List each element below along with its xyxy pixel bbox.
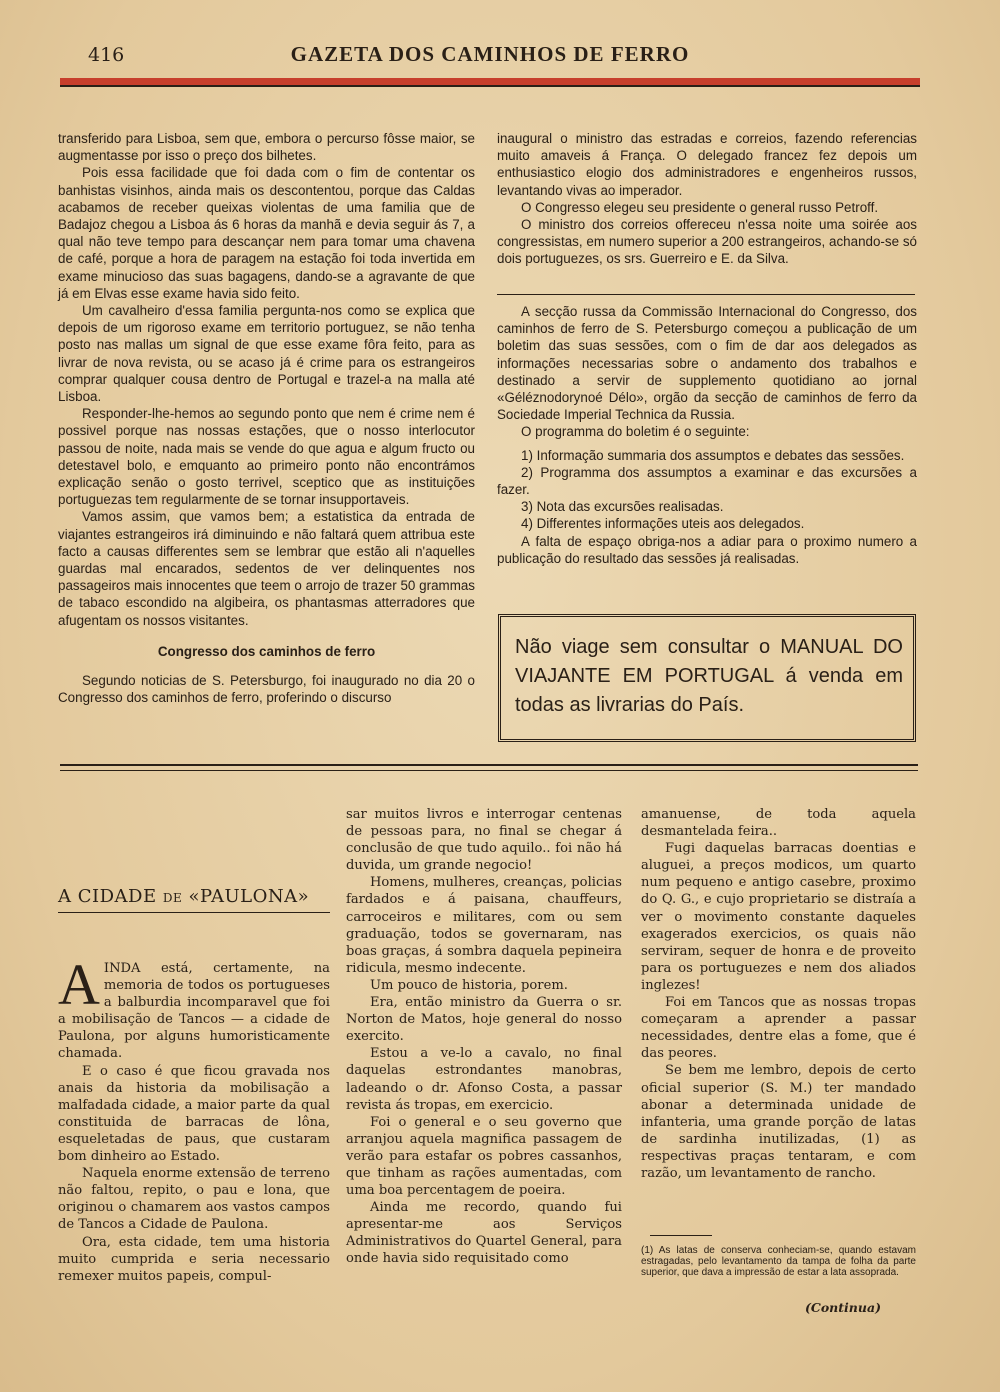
column-divider xyxy=(497,294,915,296)
paragraph: amanuense, de toda aquela desmantelada feira.. xyxy=(641,807,916,840)
advert-text: Não viage sem consultar o MANUAL DO VIAJANTE EM PORTUGAL á venda em todas as livrarias do País. xyxy=(515,636,903,716)
paragraph: Era, então ministro da Guerra o sr. Norton de Matos, hoje general do nosso exercito. xyxy=(346,995,622,1045)
paragraph: Pois essa facilidade que foi dada com o fim de contentar os banhistas visinhos, ainda mais os descontentou, porque das Caldas acabamos de receber queixas violentas de uma familia que de Badajoz chegou a Lisboa ás 6 horas da manhã e devia seguir ás 7, a qual não teve tempo para descançar nem para tomar uma chavena de café, porque a hora de paragem na estação foi toda invertida em exame minucioso das suas bagagens, dando-se a agravante de que já em Elvas esse exame havia sido feito. xyxy=(58,165,475,301)
list-item: 3) Nota das excursões realisadas. xyxy=(521,499,724,515)
paragraph: Se bem me lembro, depois de certo oficial superior (S. M.) ter mandado abonar a determinada unidade de infanteria, uma grande porção de latas de sardinha inutilizadas, (1) as respectivas praças tentaram, e com razão, um levantamento de rancho. xyxy=(641,1063,916,1181)
section-heading: Congresso dos caminhos de ferro xyxy=(157,643,376,659)
column-top-right xyxy=(497,130,917,268)
continued-label: (Continua) xyxy=(804,1300,881,1315)
article-column-3 xyxy=(641,806,916,1182)
paragraph: O ministro dos correios offereceu n'essa noite uma soirée aos congressistas, em numero superior a 200 estrangeiros, achando-se só dois portuguezes, os srs. Guerreiro e E. da Silva. xyxy=(497,217,917,267)
list-item: 2) Programma dos assumptos a examinar e das excursões a fazer. xyxy=(497,464,917,498)
paragraph: Vamos assim, que vamos bem; a estatistica da entrada de viajantes estrangeiros irá diminuindo e não faltará quem attribua este facto a causas differentes sem se lembrar que estão ali n'aquelles guardas mal encarados, sedentos de ver delinquentes nos passageiros mais innocentes que teem o arrojo de trazer 50 grammas de tabaco escondido na algibeira, os phantasmas atterradores que afugentam os nossos visitantes. xyxy=(58,509,475,628)
paragraph: Foi em Tancos que as nossas tropas começaram a aprender a passar necessidades, dentre elas a fome, que é das peores. xyxy=(641,995,916,1062)
paragraph-text: INDA está, certamente, na memoria de todos os portugueses a balburdia incomparavel que foi a mobilisação de Tancos — a cidade de Paulona, por alguns humoristicamente chamada. xyxy=(58,961,330,1062)
advert-box xyxy=(498,614,916,742)
paragraph: Fugi daquelas barracas doentias e aluguei, a preços modicos, um quarto num pequeno e antigo casebre, proximo do Q. G., e cujo proprietario se distraía a ver o movimento constante daqueles exagerados exercicios, os quais não serviram, sequer de honra e de proveito para os portuguezes e nem dos aliados inglezes! xyxy=(641,841,916,993)
paragraph: Um cavalheiro d'essa familia pergunta-nos como se explica que depois de um rigoroso exame em territorio portuguez, se não tenha posto nas mallas um signal de que esse exame fôra feito, para as livrar de nova revista, ou se acaso já é crime para os estrangeiros comprar qualquer cousa dentro de Portugal e trazel-a na malla até Lisboa. xyxy=(58,303,475,405)
header-rule xyxy=(60,78,920,87)
article-column-1 xyxy=(58,952,330,1285)
paragraph xyxy=(58,952,330,1063)
paragraph: Foi o general e o seu governo que arranjou aquela magnifica passagem de verão para estafar os pobres cassanhos, que tinham as rações aumentadas, com uma boa percentagem de poeira. xyxy=(346,1114,622,1199)
list-item: 4) Differentes informações uteis aos delegados. xyxy=(521,516,805,532)
page-title: GAZETA DOS CAMINHOS DE FERRO xyxy=(290,42,690,66)
paragraph: Um pouco de historia, porem. xyxy=(370,977,568,993)
title-underline xyxy=(58,912,330,913)
paragraph: transferido para Lisboa, sem que, embora o percurso fôsse maior, se augmentasse por isso o preço dos bilhetes. xyxy=(58,131,475,164)
article-column-2 xyxy=(346,806,622,1268)
paragraph: Estou a ve-lo a cavalo, no final daquelas estrondantes manobras, ladeando o dr. Afonso Costa, a passar revista ás tropas, em exercicio. xyxy=(346,1046,622,1113)
column-top-right-lower xyxy=(497,303,917,567)
paragraph: sar muitos livros e interrogar centenas de pessoas para, no final se chegar á conclusão de que tudo aquilo.. foi não há duvida, um grande negocio! xyxy=(346,807,622,874)
article-title-name: «PAULONA» xyxy=(188,886,310,907)
list-item: 1) Informação summaria dos assumptos e debates das sessões. xyxy=(521,447,905,463)
section-rule xyxy=(60,764,918,771)
article-title xyxy=(58,886,338,907)
paragraph: Segundo noticias de S. Petersburgo, foi inaugurado no dia 20 o Congresso dos caminhos de ferro, proferindo o discurso xyxy=(58,673,475,706)
page-header xyxy=(60,40,920,80)
article-title-prefix: A CIDADE xyxy=(58,886,157,907)
paragraph: O programma do boletim é o seguinte: xyxy=(521,424,750,440)
page-number: 416 xyxy=(88,44,125,66)
footnote: (1) As latas de conserva conheciam-se, quando estavam estragadas, pelo levantamento da tampa de folha da parte superior, que dava a impressão de estar a lata assoprada. xyxy=(641,1245,916,1278)
paragraph: Ainda me recordo, quando fui apresentar-me aos Serviços Administrativos do Quartel General, para onde havia sido requisitado como xyxy=(346,1200,622,1267)
paragraph: E o caso é que ficou gravada nos anais da historia da mobilisação a malfadada cidade, a maior parte da qual constituida de barracas de lôna, esqueletadas de paus, que custaram bom dinheiro ao Estado. xyxy=(58,1063,330,1165)
paragraph: Ora, esta cidade, tem uma historia muito cumprida e seria necessario remexer muitos papeis, compul- xyxy=(58,1234,330,1284)
paragraph: O Congresso elegeu seu presidente o general russo Petroff. xyxy=(521,199,879,215)
paragraph: Responder-lhe-hemos ao segundo ponto que nem é crime nem é possivel porque nas nossas estações, que o nosso interlocutor passou de noite, nada mais se vende do que agua e algum fructo ou detestavel bolo, e emquanto ao primeiro ponto não encontrámos explicação senão o gosto terrivel, sceptico que as instituições portuguezas tem regularmente de se tornar insupportaveis. xyxy=(58,406,475,508)
article-title-de: DE xyxy=(162,891,183,905)
footnote-rule xyxy=(650,1235,712,1236)
paragraph: A falta de espaço obriga-nos a adiar para o proximo numero a publicação do resultado das sessões já realisadas. xyxy=(497,533,917,566)
drop-cap: A xyxy=(58,952,100,1017)
column-top-left xyxy=(58,130,475,707)
paragraph: A secção russa da Commissão Internacional do Congresso, dos caminhos de ferro de S. Petersburgo começou a publicação de um boletim das suas sessões, com o fim de dar aos delegados as informações necessarias sobre o andamento dos trabalhos e destinado a servir de supplemento quotidiano ao jornal «Géléznodorynoé Délo», orgão da secção de caminhos de ferro da Sociedade Imperial Technica da Russia. xyxy=(497,304,917,423)
paragraph: inaugural o ministro das estradas e correios, fazendo referencias muito amaveis á França. O delegado francez fez depois um enthusiastico elogio dos administradores e engenheiros russos, levantando vivas ao imperador. xyxy=(497,131,917,198)
paragraph: Homens, mulheres, creanças, policias fardados e á paisana, chauffeurs, carroceiros e militares, com ou sem graduação, todos se governaram, nas boas graças, á sombra daquela pepineira ridicula, mesmo indecente. xyxy=(346,875,622,976)
paragraph: Naquela enorme extensão de terreno não faltou, repito, o pau e lona, que originou o chamarem aos vastos campos de Tancos a Cidade de Paulona. xyxy=(58,1166,330,1233)
